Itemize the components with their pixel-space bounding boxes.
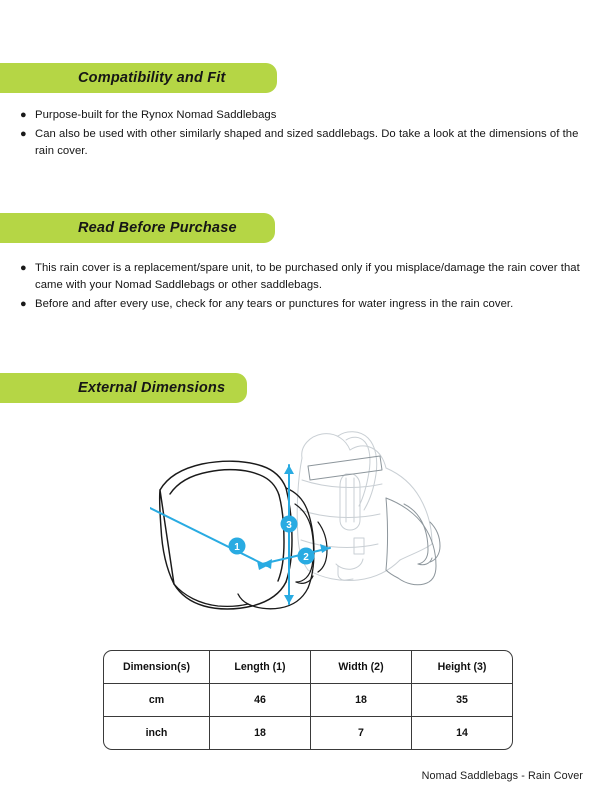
section-title-compatibility-and-fit: Compatibility and Fit: [78, 70, 226, 86]
bullet-dot-icon: ●: [20, 298, 27, 310]
dimension-arrowheads: [257, 465, 330, 604]
arrowhead-height-bottom: [284, 595, 294, 604]
list-item-text: Can also be used with other similarly shaped and sized saddlebags. Do take a look at the dimensions of the rain cover.: [35, 128, 579, 157]
marker-1-label: 1: [234, 542, 240, 553]
table-cell-length: 18: [210, 717, 311, 750]
dimension-marker-1: [229, 538, 246, 555]
table-header-cell: Length (1): [210, 650, 311, 684]
section-banner-compatibility-and-fit: [0, 63, 277, 93]
dimension-marker-2: [298, 548, 315, 565]
table-cell-unit: inch: [103, 717, 210, 750]
table-cell-width: 7: [311, 717, 412, 750]
list-item-text: Purpose-built for the Rynox Nomad Saddlebags: [35, 109, 277, 121]
table-cell-height: 35: [412, 684, 513, 717]
list-item: [20, 126, 580, 160]
table-header-row: [103, 650, 513, 684]
marker-3-label: 3: [286, 520, 292, 531]
saddlebag-right-pocket: [386, 498, 440, 585]
dimension-marker-3: [281, 516, 298, 533]
saddlebag-front-outline: [160, 461, 292, 609]
section-title-external-dimensions: External Dimensions: [78, 380, 226, 396]
list-item: [20, 296, 580, 313]
saddlebag-diagram: [150, 418, 470, 643]
table-header-cell: Width (2): [311, 650, 412, 684]
marker-2-label: 2: [303, 552, 309, 563]
arrowhead-width-right: [320, 544, 330, 553]
table-row: [103, 717, 513, 750]
bullet-dot-icon: ●: [20, 262, 27, 274]
list-item: [20, 260, 580, 294]
list-item: [20, 107, 580, 124]
section-banner-read-before-purchase: [0, 213, 275, 243]
dimension-line-width: [262, 548, 330, 564]
bullet-list-compatibility-and-fit: [20, 107, 580, 162]
table-header-cell: Dimension(s): [103, 650, 210, 684]
list-item-text: Before and after every use, check for any tears or punctures for water ingress in the rain cover.: [35, 298, 514, 310]
table-header-cell: Height (3): [412, 650, 513, 684]
dimensions-table: [103, 650, 513, 750]
page-footer: Nomad Saddlebags - Rain Cover: [421, 770, 583, 782]
list-item-text: This rain cover is a replacement/spare unit, to be purchased only if you misplace/damage the rain cover that came with your Nomad Saddlebags or other saddlebags.: [35, 262, 580, 291]
arrowhead-height-top: [284, 465, 294, 474]
table-cell-width: 18: [311, 684, 412, 717]
section-banner-external-dimensions: [0, 373, 247, 403]
bullet-dot-icon: ●: [20, 109, 27, 121]
bullet-list-read-before-purchase: [20, 260, 580, 315]
bullet-dot-icon: ●: [20, 128, 27, 140]
table-row: [103, 684, 513, 717]
table-cell-height: 14: [412, 717, 513, 750]
section-title-read-before-purchase: Read Before Purchase: [78, 220, 237, 236]
dimensions-table-container: [103, 650, 500, 750]
table-cell-length: 46: [210, 684, 311, 717]
table-cell-unit: cm: [103, 684, 210, 717]
saddlebag-rear-outline: [297, 432, 432, 581]
